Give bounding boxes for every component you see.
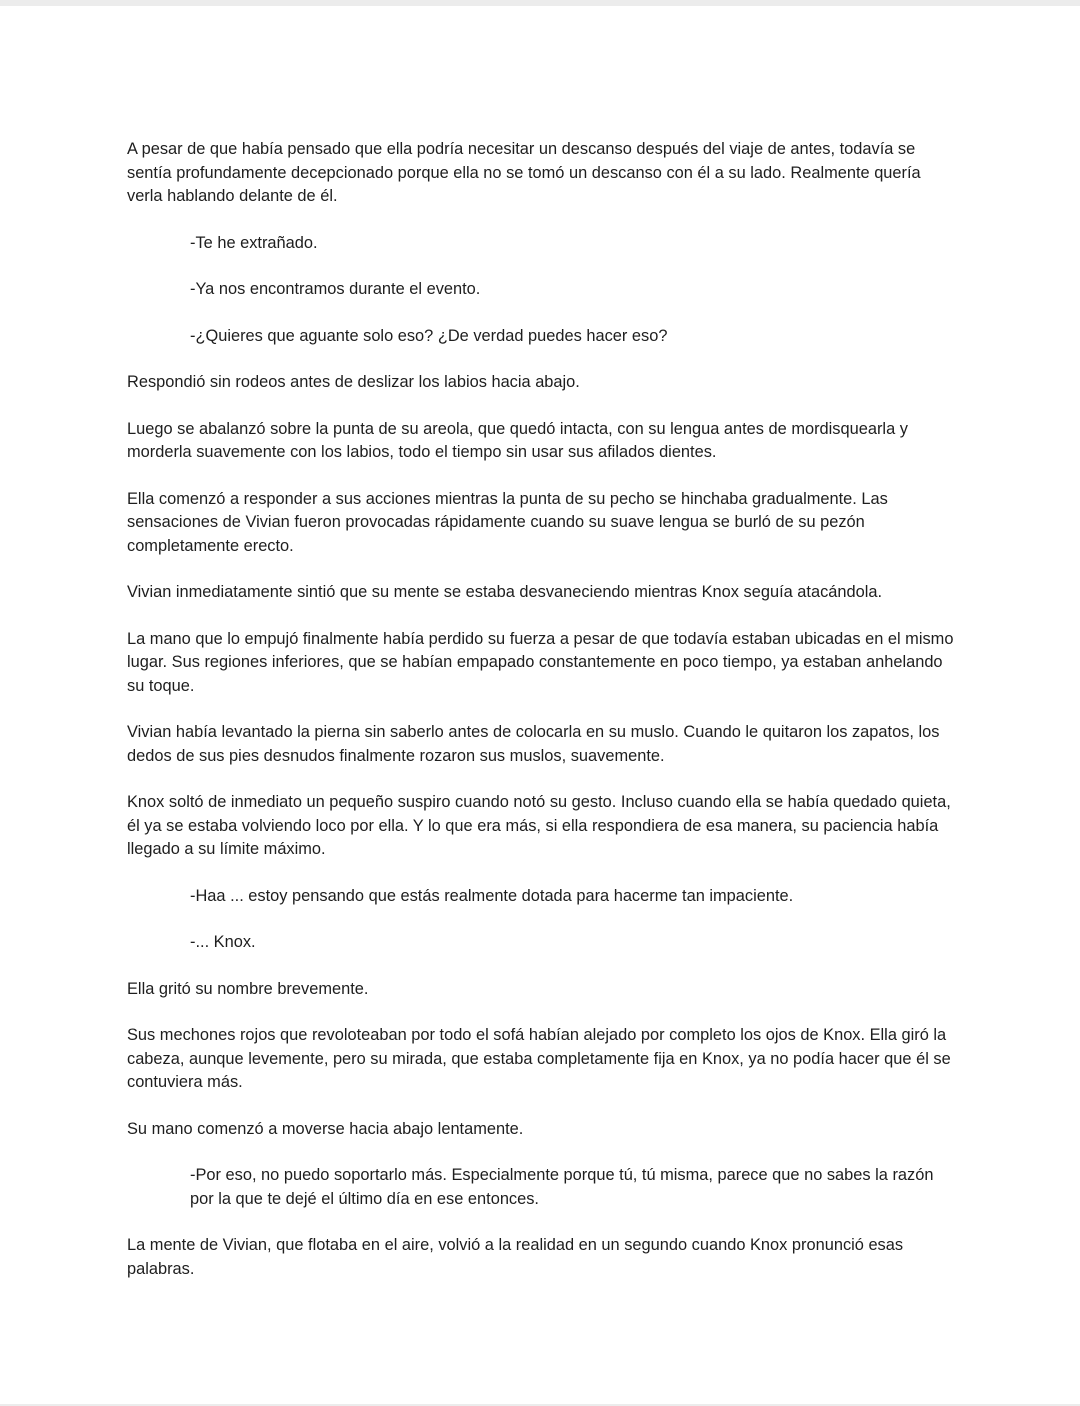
paragraph: La mano que lo empujó finalmente había perdido su fuerza a pesar de que todavía estaban ubicadas en el mismo lugar. Sus regiones inferiores, que se habían empapado constantemente en poco tiempo, ya estaban anhelando su toque.: [127, 629, 954, 695]
paragraph: Ella comenzó a responder a sus acciones mientras la punta de su pecho se hinchaba gradualmente. Las sensaciones de Vivian fueron provocadas rápidamente cuando su suave lengua se burló de su pezón completamente erecto.: [127, 489, 888, 555]
paragraph: Sus mechones rojos que revoloteaban por todo el sofá habían alejado por completo los ojos de Knox. Ella giró la cabeza, aunque levemente, pero su mirada, que estaba completamente fija en Knox, ya no podía hacer que él se contuviera más.: [127, 1026, 951, 1091]
paragraph: Su mano comenzó a moverse hacia abajo lentamente.: [127, 1119, 524, 1138]
dialog-line: -Ya nos encontramos durante el evento.: [190, 280, 481, 298]
document-body: [127, 138, 957, 1304]
paragraph: La mente de Vivian, que flotaba en el aire, volvió a la realidad en un segundo cuando Knox pronunció esas palabras.: [127, 1236, 904, 1278]
dialog-line: -Haa ... estoy pensando que estás realmente dotada para hacerme tan impaciente.: [190, 886, 794, 905]
dialog-line: -¿Quieres que aguante solo eso? ¿De verdad puedes hacer eso?: [190, 326, 668, 345]
paragraph: Vivian inmediatamente sintió que su mente se estaba desvaneciendo mientras Knox seguía atacándola.: [127, 583, 883, 601]
dialog-line: -Por eso, no puedo soportarlo más. Especialmente porque tú, tú misma, parece que no sabes la razón por la que te dejé el último día en ese entonces.: [190, 1166, 934, 1208]
paragraph: Vivian había levantado la pierna sin saberlo antes de colocarla en su muslo. Cuando le quitaron los zapatos, los dedos de sus pies desnudos finalmente rozaron sus muslos, suavemente.: [127, 723, 940, 765]
paragraph: A pesar de que había pensado que ella podría necesitar un descanso después del viaje de antes, todavía se sentía profundamente decepcionado porque ella no se tomó un descanso con él a su lado. Realmente quería verla hablando delante de él.: [127, 140, 921, 205]
paragraph: Luego se abalanzó sobre la punta de su areola, que quedó intacta, con su lengua antes de mordisquearla y morderla suavemente con los labios, todo el tiempo sin usar sus afilados dientes.: [127, 419, 908, 461]
dialog-line: -... Knox.: [190, 933, 256, 951]
paragraph: Respondió sin rodeos antes de deslizar los labios hacia abajo.: [127, 373, 580, 391]
document-page: [0, 6, 1080, 1404]
paragraph: Ella gritó su nombre brevemente.: [127, 979, 369, 998]
paragraph: Knox soltó de inmediato un pequeño suspiro cuando notó su gesto. Incluso cuando ella se había quedado quieta, él ya se estaba volviendo loco por ella. Y lo que era más, si ella respondiera de esa manera, su paciencia había llegado a su límite máximo.: [127, 793, 951, 858]
dialog-line: -Te he extrañado.: [190, 233, 318, 252]
